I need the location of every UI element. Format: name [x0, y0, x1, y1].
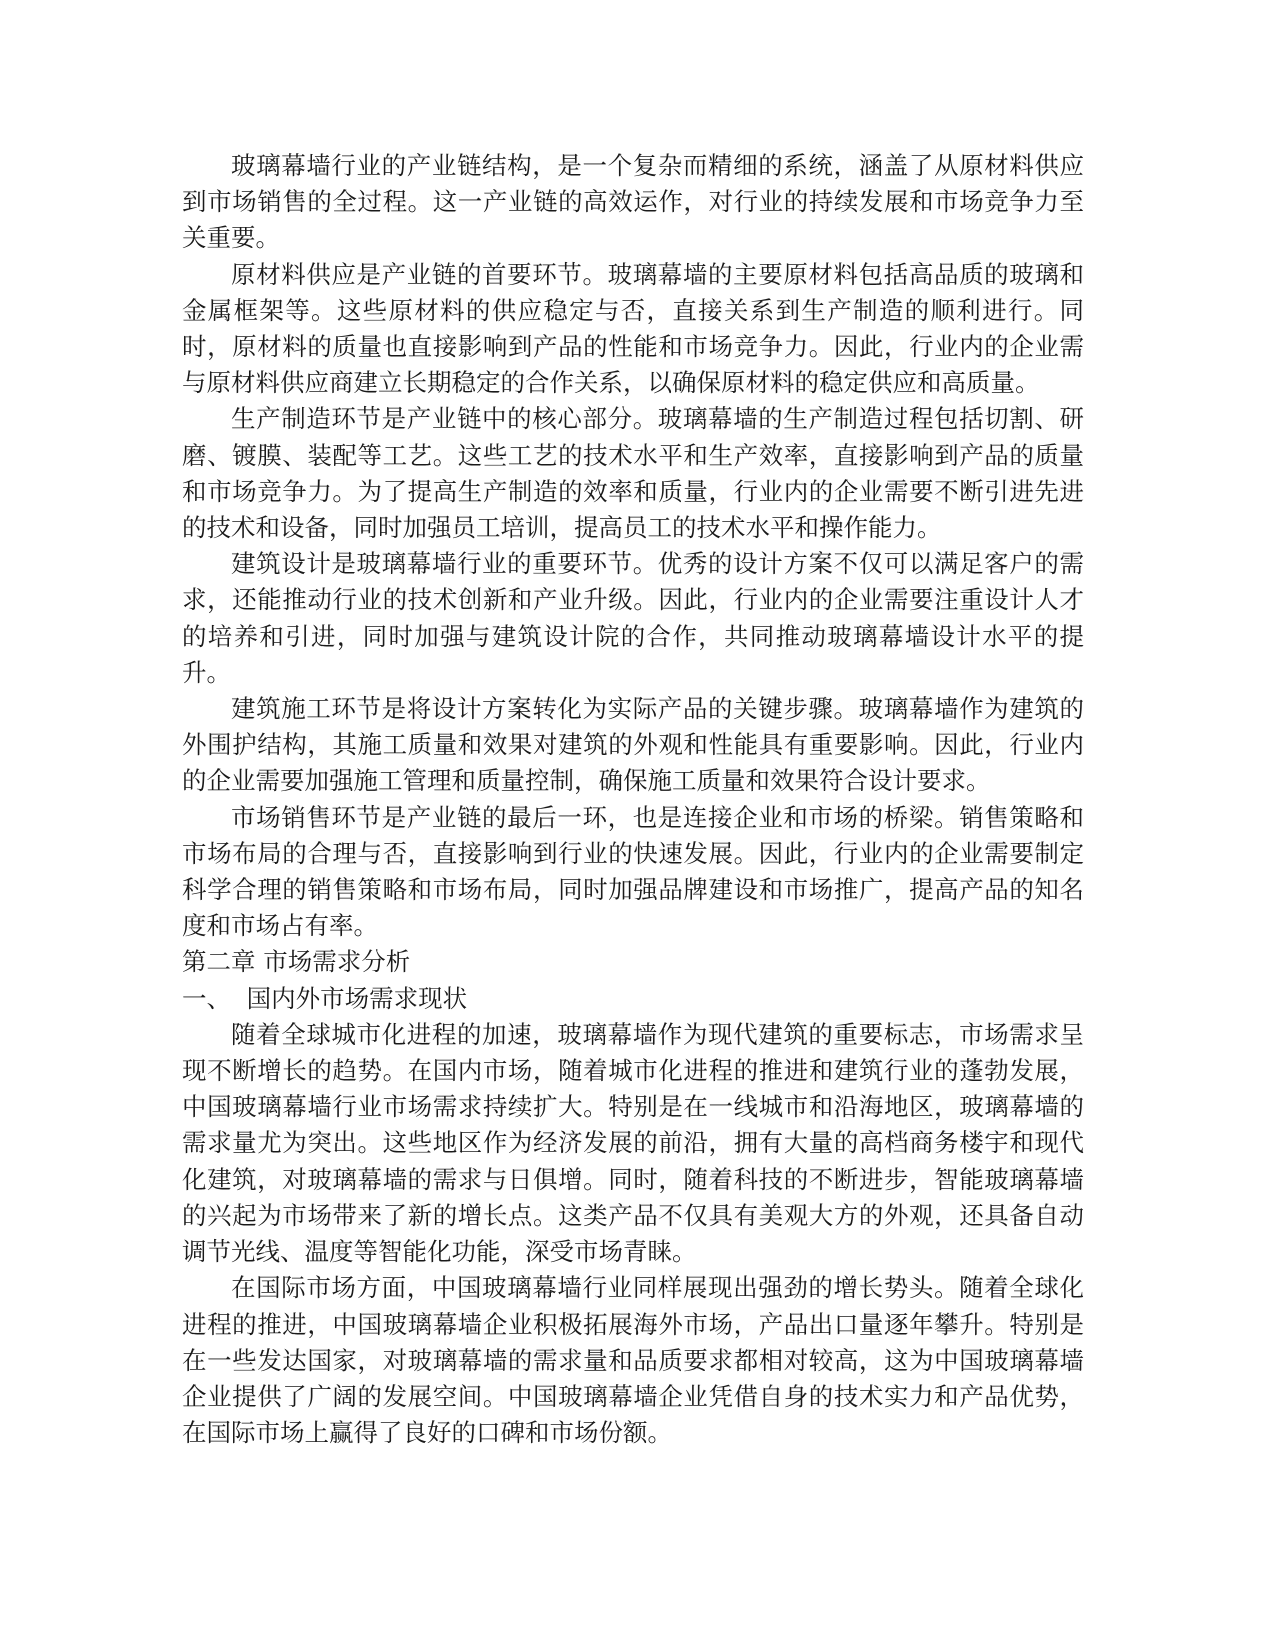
paragraph-international-demand: 在国际市场方面，中国玻璃幕墙行业同样展现出强劲的增长势头。随着全球化进程的推进，中国玻璃幕墙企业积极拓展海外市场，产品出口量逐年攀升。特别是在一些发达国家，对玻璃幕墙的需求量和品质要求都相对较高，这为中国玻璃幕墙企业提供了广阔的发展空间。中国玻璃幕墙企业凭借自身的技术实力和产品优势，在国际市场上赢得了良好的口碑和市场份额。	[182, 1273, 1084, 1448]
paragraph-industry-chain: 玻璃幕墙行业的产业链结构，是一个复杂而精细的系统，涵盖了从原材料供应到市场销售的全过程。这一产业链的高效运作，对行业的持续发展和市场竞争力至关重要。	[182, 151, 1084, 253]
chapter-heading: 第二章 市场需求分析	[182, 947, 411, 977]
paragraph-market-sales: 市场销售环节是产业链的最后一环，也是连接企业和市场的桥梁。销售策略和市场布局的合理与否，直接影响到行业的快速发展。因此，行业内的企业需要制定科学合理的销售策略和市场布局，同时加强品牌建设和市场推广，提高产品的知名度和市场占有率。	[182, 802, 1084, 941]
paragraph-construction: 建筑施工环节是将设计方案转化为实际产品的关键步骤。玻璃幕墙作为建筑的外围护结构，其施工质量和效果对建筑的外观和性能具有重要影响。因此，行业内的企业需要加强施工管理和质量控制，确保施工质量和效果符合设计要求。	[182, 694, 1084, 796]
paragraph-manufacturing: 生产制造环节是产业链中的核心部分。玻璃幕墙的生产制造过程包括切割、研磨、镀膜、装配等工艺。这些工艺的技术水平和生产效率，直接影响到产品的质量和市场竞争力。为了提高生产制造的效率和质量，行业内的企业需要不断引进先进的技术和设备，同时加强员工培训，提高员工的技术水平和操作能力。	[182, 404, 1084, 543]
paragraph-architectural-design: 建筑设计是玻璃幕墙行业的重要环节。优秀的设计方案不仅可以满足客户的需求，还能推动行业的技术创新和产业升级。因此，行业内的企业需要注重设计人才的培养和引进，同时加强与建筑设计院的合作，共同推动玻璃幕墙设计水平的提升。	[182, 549, 1084, 687]
paragraph-raw-materials: 原材料供应是产业链的首要环节。玻璃幕墙的主要原材料包括高品质的玻璃和金属框架等。这些原材料的供应稳定与否，直接关系到生产制造的顺利进行。同时，原材料的质量也直接影响到产品的性能和市场竞争力。因此，行业内的企业需与原材料供应商建立长期稳定的合作关系，以确保原材料的稳定供应和高质量。	[182, 259, 1084, 398]
section-heading: 一、 国内外市场需求现状	[182, 983, 468, 1013]
document-page	[182, 148, 1084, 1451]
paragraph-domestic-demand: 随着全球城市化进程的加速，玻璃幕墙作为现代建筑的重要标志，市场需求呈现不断增长的趋势。在国内市场，随着城市化进程的推进和建筑行业的蓬勃发展，中国玻璃幕墙行业市场需求持续扩大。特别是在一线城市和沿海地区，玻璃幕墙的需求量尤为突出。这些地区作为经济发展的前沿，拥有大量的高档商务楼宇和现代化建筑，对玻璃幕墙的需求与日俱增。同时，随着科技的不断进步，智能玻璃幕墙的兴起为市场带来了新的增长点。这类产品不仅具有美观大方的外观，还具备自动调节光线、温度等智能化功能，深受市场青睐。	[182, 1019, 1084, 1267]
